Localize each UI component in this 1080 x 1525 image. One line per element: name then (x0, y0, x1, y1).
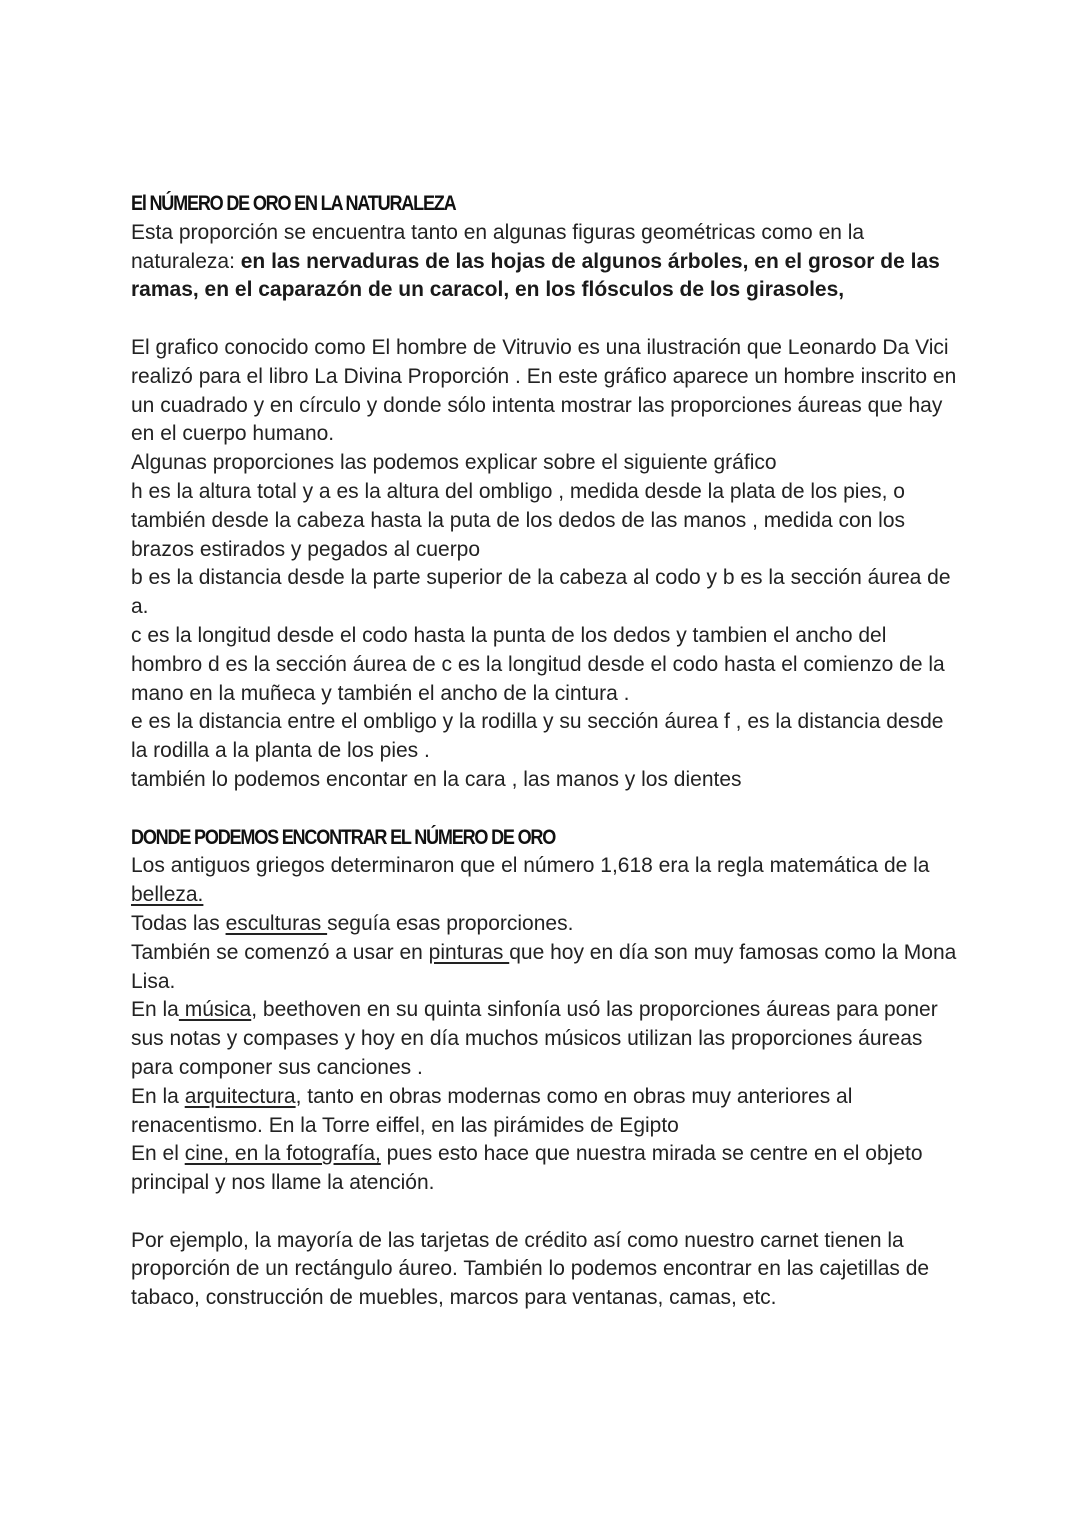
beauty-link[interactable]: belleza. (131, 883, 204, 907)
music-paragraph (131, 996, 961, 1082)
section-heading-nature: El NÚMERO DE ORO EN LA NATURALEZA (131, 192, 456, 215)
intro-paragraph (131, 219, 961, 305)
face-hands-teeth-line: también lo podemos encontar en la cara , las manos y los dientes (131, 767, 742, 791)
architecture-link[interactable]: arquitectura (184, 1084, 296, 1108)
proportion-h-paragraph: h es la altura total y a es la altura del ombligo , medida desde la plata de los pies, o también desde la cabeza hasta la puta de los dedos de las manos , medida con los brazos estirados y pegados al cuerpo (131, 479, 905, 561)
beauty-text: Los antiguos griegos determinaron que el número 1,618 era la regla matemática de la (131, 854, 930, 878)
paintings-text-b: que hoy en día son muy famosas como la Mona Lisa. (131, 940, 957, 993)
music-text-b: , beethoven en su quinta sinfonía usó las proporciones áureas para poner sus notas y compases y hoy en día muchos músicos utilizan las proporciones áureas para componer sus canciones . (131, 998, 938, 1079)
beauty-paragraph (131, 852, 961, 910)
music-text-a: En la (131, 998, 179, 1022)
architecture-paragraph (131, 1083, 961, 1141)
paragraph-gap (131, 1198, 961, 1227)
paragraph-gap (131, 795, 961, 824)
sculptures-paragraph (131, 910, 961, 939)
sculptures-link[interactable]: esculturas (225, 911, 328, 935)
proportion-c-paragraph: c es la longitud desde el codo hasta la punta de los dedos y tambien el ancho del hombro d es la sección áurea de c es la longitud desde el codo hasta el comienzo de la mano en la muñeca y también el ancho de la cintura . (131, 623, 945, 705)
intro-bold-text: en las nervaduras de las hojas de algunos árboles, en el grosor de las ramas, en el caparazón de un caracol, en los flósculos de los girasoles, (131, 249, 940, 302)
closing-paragraph: Por ejemplo, la mayoría de las tarjetas de crédito así como nuestro carnet tienen la proporción de un rectángulo áureo. También lo podemos encontrar en las cajetillas de tabaco, construcción de muebles, marcos para ventanas, camas, etc. (131, 1228, 930, 1310)
architecture-text-a: En la (131, 1084, 185, 1108)
sculptures-text-a: Todas las (131, 911, 226, 935)
proportion-e-paragraph: e es la distancia entre el ombligo y la rodilla y su sección áurea f , es la distancia desde la rodilla a la planta de los pies . (131, 710, 944, 763)
paintings-text-a: También se comenzó a usar en (131, 940, 429, 964)
vitruvian-paragraph: El grafico conocido como El hombre de Vitruvio es una ilustración que Leonardo Da Vici realizó para el libro La Divina Proporción . En este gráfico aparece un hombre inscrito en un cuadrado y en círculo y donde sólo intenta mostrar las proporciones áureas que hay en el cuerpo humano. (131, 335, 957, 446)
cinema-photo-link[interactable]: cine, en la fotografía, (184, 1142, 381, 1166)
sculptures-text-b: seguía esas proporciones. (327, 911, 574, 935)
cinema-text-a: En el (131, 1142, 185, 1166)
proportions-intro-line: Algunas proporciones las podemos explicar sobre el siguiente gráfico (131, 451, 777, 475)
cinema-paragraph (131, 1140, 961, 1198)
proportion-b-paragraph: b es la distancia desde la parte superior de la cabeza al codo y b es la sección áurea de a. (131, 566, 951, 619)
architecture-text-b: , tanto en obras modernas como en obras muy anteriores al renacentismo. En la Torre eiffel, en las pirámides de Egipto (131, 1084, 853, 1137)
music-link[interactable]: música (178, 998, 252, 1022)
intro-text: Esta proporción se encuentra tanto en algunas figuras geométricas como en la naturaleza: (131, 220, 865, 273)
document-page (131, 190, 961, 1313)
paragraph-gap (131, 305, 961, 334)
section-heading-where: DONDE PODEMOS ENCONTRAR EL NÚMERO DE ORO (131, 825, 556, 849)
cinema-text-b: pues esto hace que nuestra mirada se centre en el objeto principal y nos llame la atención. (131, 1142, 923, 1195)
paintings-paragraph (131, 939, 961, 997)
paintings-link[interactable]: pinturas (428, 940, 510, 964)
